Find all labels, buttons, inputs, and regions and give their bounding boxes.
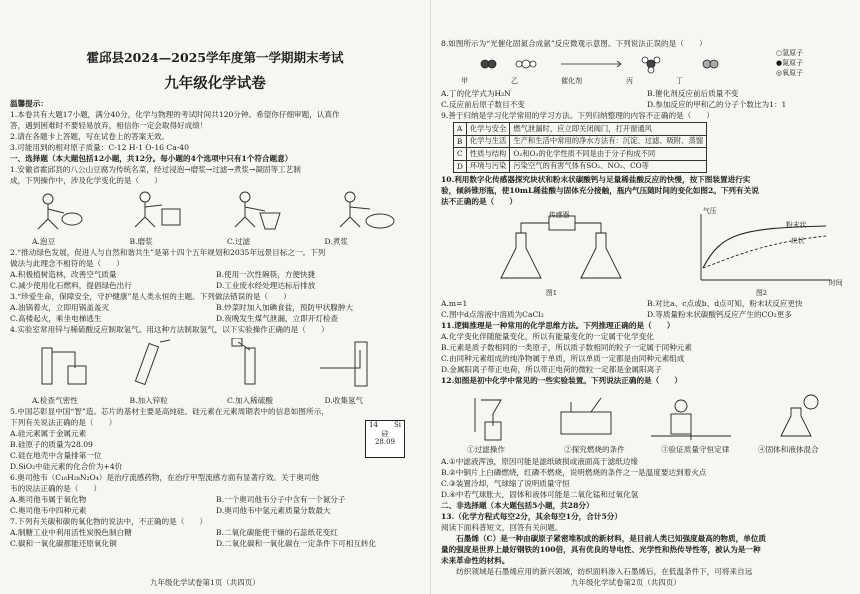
option-b: B.二氧化碳能使干燥的石蕊纸花变红	[216, 528, 338, 537]
question-5: 5.中国芯彰显中国“智”造。芯片的基材主要是高纯硅。硅元素在元素周期表中的信息如图所示，	[10, 407, 329, 416]
q12-apparatus	[461, 392, 851, 442]
option-d: D.工业废水经处理达标后排放	[216, 281, 316, 290]
tip-line: 2.请在各题卡上答题，写在试卷上的答案无效。	[10, 132, 170, 141]
q9-table	[453, 122, 707, 173]
fig-label-time: 时间	[829, 279, 843, 287]
label-ding: 丁	[676, 77, 683, 85]
caption-1: ①过滤操作	[467, 445, 505, 454]
question-8: 8.如图所示为“光催化固氮合成氨”反应微观示意图。下列说法正误的是（ ）	[441, 39, 707, 48]
option-c: C.由同种元素组成的纯净物属于单质，所以单质一定都是由同种元素组成	[441, 354, 685, 363]
option-a: A.制糖工业中利用活性炭脱色制白糖	[10, 528, 132, 537]
question-10-line: 验，倾斜锥形瓶，使10mL稀盐酸与固体充分接触，瓶内气压随时间的变化如图2。下列有关说	[441, 186, 759, 195]
table-cell: O₂和O₃的化学性质不同是由于分子构成不同	[510, 148, 707, 161]
option-a: A.硅元素属于金属元素	[10, 429, 87, 438]
fig-label-sensor: 传感器	[549, 211, 570, 219]
label-catalyst: 催化剂	[561, 77, 582, 85]
article-line: 量的强度是世界上最好钢铁的100倍，具有优良的导电性、光学性和热传导性等，被认为是一种	[441, 545, 761, 554]
table-row	[454, 123, 707, 136]
table-cell: 污染空气的有害气体有SO₂、NO₂、CO等	[510, 160, 707, 173]
option-c: C.减少使用化石燃料，提倡绿色出行	[10, 281, 132, 290]
element-symbol: Si	[393, 421, 401, 429]
q8-q9-block	[441, 88, 853, 121]
option-d: D.二氧化碳和一氧化碳在一定条件下可相互转化	[216, 539, 377, 548]
question-5: 下列有关说法正确的是（ ）	[10, 418, 117, 427]
q7-options	[10, 538, 422, 549]
question-13: 13.（化学方程式每空2分，其余每空1分，合计5分）	[441, 512, 622, 521]
option-b: B.炒菜时加入加碘食盐，预防甲状腺肿大	[216, 303, 354, 312]
caption-3: ③验证质量守恒定律	[661, 445, 730, 454]
atomic-mass: 28.09	[374, 438, 396, 446]
table-cell: 化学与安全	[466, 123, 509, 136]
option-c: C.奥司他韦中四种元素	[10, 506, 87, 515]
option-b: B.②中铜片上白磷燃烧，红磷不燃烧，说明燃烧的条件之一是温度要达到着火点	[441, 468, 707, 477]
table-cell: A	[454, 123, 467, 136]
q10-q11-block	[441, 298, 853, 386]
question-10-line: 10.利用数字化传感器探究块状和粉末状碳酸钙与足量稀盐酸反应的快慢，按下图装置进行实	[441, 175, 751, 184]
option-c: C.过滤	[227, 237, 251, 246]
caption-4: ④固体和液体混合	[758, 445, 819, 454]
option-a: A.①中滤液浑浊，原因可能是滤纸破损或液面高于滤纸边缘	[441, 457, 638, 466]
option-b: B.硅原子的质量为28.09	[10, 440, 93, 449]
q6-q7-block	[10, 472, 422, 549]
tip-line: 1.本卷共有大题17小题，满分40分，化学与物理的考试时间共120分钟。希望你仔细审题，认真作	[10, 110, 340, 119]
q8-options	[441, 99, 853, 110]
question-12: 12.如图是初中化学中常见的一些实验装置。下列说法正确的是（ ）	[441, 376, 683, 385]
tips-heading: 温馨提示：	[10, 99, 48, 108]
exam-page-2	[430, 0, 860, 594]
q2-options	[10, 269, 422, 280]
caption-2: ②探究燃烧的条件	[564, 445, 625, 454]
option-d: D.金属阳离子带正电荷，所以带正电荷的微粒一定都是金属阳离子	[441, 365, 662, 374]
fig-label-2: 图2	[756, 289, 768, 297]
option-a: A.奥司他韦属于氧化物	[10, 495, 87, 504]
page-footer: 九年级化学试卷第2页（共四页）	[571, 578, 681, 587]
label-jia: 甲	[461, 77, 468, 85]
table-cell: 化学与生活	[466, 135, 509, 148]
option-c: C.加入稀硫酸	[227, 396, 273, 405]
question-1: 1.安徽省霍邱县的八公山豆腐为传统名菜，经过浸泡→磨浆→过滤→煮浆→凝固等工艺制	[10, 165, 301, 174]
article-line: 石墨烯（C）是一种由碳原子紧密堆积成的新材料，是目前人类已知强度最高的物质，单位质	[441, 534, 766, 543]
option-a: A.丁的化学式为H₂N	[441, 89, 511, 98]
option-a: A.m=1	[441, 299, 468, 308]
q1-images	[20, 187, 420, 235]
fig-label-pressure: 气压	[703, 207, 717, 215]
option-c: C.图中d点溶液中溶质为CaCl₂	[441, 310, 544, 319]
option-b: B.元素是质子数相同的一类原子，所以质子数相同的粒子一定属于同种元素	[441, 343, 692, 352]
question-3: 3.“珍爱生命，保障安全，守护健康”是人类永恒的主题。下列做法错误的是（ ）	[10, 292, 291, 301]
option-b: B.磨浆	[129, 237, 153, 246]
question-13-line: 阅读下面科普短文，回答有关问题。	[441, 523, 563, 532]
q12-q13-block	[441, 456, 853, 577]
option-d: D.④中若气球胀大，固体和液体可能是二氧化锰和过氧化氢	[441, 490, 639, 499]
exam-subtitle: 九年级化学试卷	[164, 75, 266, 92]
q1-options	[32, 236, 422, 247]
q8-labels	[461, 76, 721, 87]
option-a: A.油锅着火，立即用锅盖盖灭	[10, 303, 110, 312]
option-c: C.③装置冷却，气球缩了说明质量守恒	[441, 479, 570, 488]
fig-label-block: 块状	[791, 237, 805, 245]
article-line: 未来革命性的材料。	[441, 556, 510, 565]
question-6: 韦的说法正确的是（ ）	[10, 484, 102, 493]
tip-line: 3.可能用到的相对原子质量：C-12 H-1 O-16 Ca-40	[10, 143, 189, 152]
question-11: 11.逻辑推理是一种常用的化学思维方法。下列推理正确的是（ ）	[441, 321, 675, 330]
option-d: D.收集氢气	[324, 396, 364, 405]
question-9: 9.善于归纳是学习化学常用的学习方法。下列归纳整理的内容不正确的是（ ）	[441, 111, 715, 120]
option-c: C.碳和一氧化碳都能还原氧化铜	[10, 539, 117, 548]
option-c: C.高楼起火，乘坐电梯逃生	[10, 314, 102, 323]
option-d: D.夜晚发生煤气泄漏，立即开灯检查	[216, 314, 339, 323]
element-name: 硅	[381, 429, 389, 438]
table-cell: 生产和生活中常用的净水方法有：沉淀、过滤、吸附、蒸馏	[510, 135, 707, 148]
q8-options	[441, 88, 853, 99]
table-cell: D	[454, 160, 467, 173]
label-yi: 乙	[511, 77, 518, 85]
option-d: D.SiO₂中硅元素的化合价为+4价	[10, 462, 123, 471]
page-footer: 九年级化学试卷第1页（共四页）	[150, 578, 260, 587]
table-cell: 燃气泄漏时，应立即关闭阀门，打开窗通风	[510, 123, 707, 136]
question-6: 6.奥司他韦（C₁₆H₂₈N₂O₄）是治疗流感药物，在治疗甲型流感方面有显著疗效。关于奥司他	[10, 473, 319, 482]
q3-options	[10, 313, 422, 324]
question-4: 4.实验室常用锌与稀硫酸反应制取氢气。用这种方法制取氢气，以下实验操作正确的是（ ）	[10, 325, 329, 334]
q3-options	[10, 302, 422, 313]
q12-captions	[467, 444, 855, 455]
legend-hydrogen: ○氢原子	[776, 49, 804, 57]
q8-legend	[776, 48, 803, 78]
q5-block	[10, 406, 350, 472]
q7-options	[10, 527, 422, 538]
option-c: C.硅在地壳中含量排第一位	[10, 451, 102, 460]
option-d: D.奥司他韦中氢元素质量分数最大	[216, 506, 331, 515]
table-row	[454, 148, 707, 161]
q6-options	[10, 494, 422, 505]
fig-label-1: 图1	[546, 289, 558, 297]
question-1: 成，下列操作中，涉及化学变化的是（ ）	[10, 176, 162, 185]
left-column	[10, 98, 422, 186]
table-cell: C	[454, 148, 467, 161]
table-cell: B	[454, 135, 467, 148]
q4-options	[32, 395, 422, 406]
fig-label-powder: 粉末状	[786, 221, 807, 229]
table-row	[454, 160, 707, 173]
option-a: A.化学变化伴随能量变化，所以有能量变化的一定属于化学变化	[441, 332, 654, 341]
legend-nitrogen: ●氮原子	[776, 59, 804, 67]
legend-oxygen: ◎氧原子	[776, 69, 804, 77]
label-bing: 丙	[626, 77, 633, 85]
element-card-si	[365, 420, 405, 458]
option-b: B.催化剂反应前后质量不变	[647, 89, 739, 98]
q2-q4-block	[10, 247, 422, 335]
section-heading: 一、选择题（本大题包括12小题，共12分。每小题的4个选项中只有1个符合题意）	[10, 154, 293, 163]
option-b: B.一个奥司他韦分子中含有一个氮分子	[216, 495, 346, 504]
option-b: B.使用一次性碗筷，方便快捷	[216, 270, 316, 279]
section-heading: 二、非选择题（本大题包括5小题，共28分）	[441, 501, 594, 510]
option-a: A.积极植树造林，改善空气质量	[10, 270, 117, 279]
q4-apparatus	[20, 338, 420, 394]
option-d: D.煮浆	[324, 237, 348, 246]
article-line: 纺织领域是石墨烯应用的新兴领域，纺织面料渗入石墨烯后，在低温条件下，可将来自远	[441, 567, 753, 576]
table-row	[454, 135, 707, 148]
q10-options	[441, 309, 853, 320]
table-cell: 性质与结构	[466, 148, 509, 161]
question-2: 做法与此理念不相符的是（ ）	[10, 259, 124, 268]
q2-options	[10, 280, 422, 291]
option-a: A.检查气密性	[32, 396, 78, 405]
option-d: D.参加反应的甲和乙的分子个数比为1：1	[647, 100, 787, 109]
option-d: D.等质量粉末状碳酸钙反应产生的CO₂更多	[647, 310, 792, 319]
exam-title: 霍邱县2024—2025学年度第一学期期末考试	[86, 50, 344, 65]
question-7: 7.下列有关碳和碳的氧化物的说法中，不正确的是（ ）	[10, 517, 208, 526]
atomic-number: 14	[369, 421, 378, 429]
tip-line: 答，遇到困难时不要轻易放弃，相信你一定会取得好成绩！	[10, 121, 208, 130]
question-10	[441, 174, 853, 207]
option-c: C.反应前后原子数目不变	[441, 100, 525, 109]
option-b: B.对比a、c点或b、d点可知，粉末状反应更快	[647, 299, 803, 308]
question-2: 2.“推动绿色发展，促进人与自然和谐共生”是第十四个五年规划和2035年远景目标之一。下列	[10, 248, 326, 257]
q6-options	[10, 505, 422, 516]
option-a: A.泡豆	[32, 237, 56, 246]
q10-options	[441, 298, 853, 309]
table-cell: 环境与污染	[466, 160, 509, 173]
question-10-line: 法不正确的是（ ）	[441, 197, 517, 206]
option-b: B.加入锌粒	[129, 396, 168, 405]
